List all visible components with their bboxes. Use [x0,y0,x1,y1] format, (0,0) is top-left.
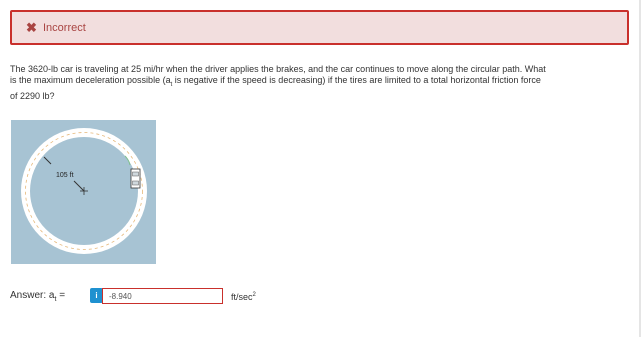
answer-input[interactable] [102,288,223,304]
info-icon[interactable]: i [90,288,103,303]
question-line-3: of 2290 lb? [10,90,55,101]
question-line-2-post: is negative if the speed is decreasing) if the tires are limited to a total horizontal friction force [172,75,541,85]
circular-path-diagram [11,120,156,264]
answer-label-post: = [56,290,66,301]
question-line-1: The 3620-lb car is traveling at 25 mi/hr when the driver applies the brakes, and the car continues to move along the circular path. What [10,64,546,74]
close-icon: ✖ [26,20,37,35]
radius-label: 105 ft [56,172,74,179]
answer-unit [231,289,256,303]
answer-label-sub: t [54,296,57,303]
question-line-2-sub: t [170,81,173,88]
circular-path-figure [11,120,156,264]
question-text [10,64,631,102]
question-line-2 [10,75,631,91]
answer-unit-sup: 2 [252,292,256,298]
answer-row [10,288,630,308]
answer-unit-base: ft/sec [231,292,253,302]
feedback-label: Incorrect [43,22,86,34]
car-icon [131,169,140,188]
answer-label [10,290,65,306]
question-line-2-pre: is the maximum deceleration possible (a [10,75,171,85]
feedback-banner [10,10,629,45]
answer-label-pre: Answer: a [10,290,55,301]
